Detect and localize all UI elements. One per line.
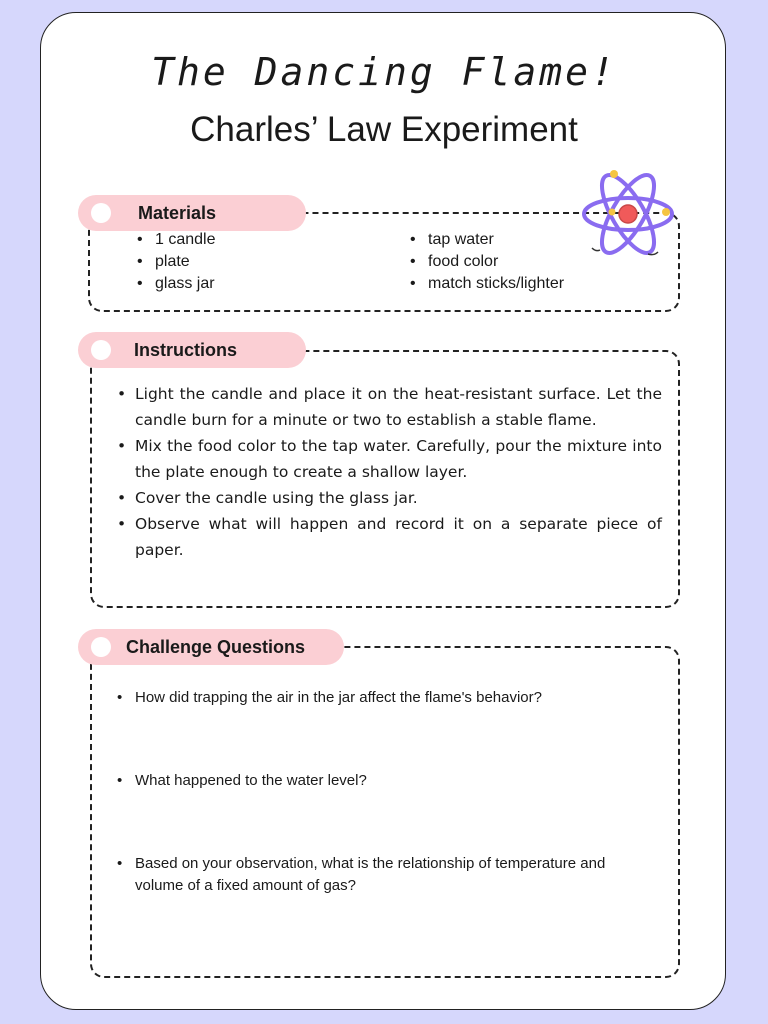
worksheet-subtitle: Charles’ Law Experiment [190,110,578,149]
instructions-header-label: Instructions [134,340,238,360]
materials-header [78,195,306,231]
list-item: • glass jar [137,273,216,295]
challenge-header-dot [91,637,111,657]
list-item: • match sticks/lighter [410,273,564,295]
challenge-question-1 [117,687,647,709]
materials-header-label: Materials [138,203,217,223]
list-item: • Observe what will happen and record it on a separate piece of paper. [117,511,662,563]
challenge-question-3 [117,853,647,897]
materials-list-left [137,229,216,295]
materials-list-right [410,229,564,295]
list-item: • Based on your observation, what is the relationship of temperature and volume of a fixed amount of gas? [117,853,647,897]
list-item: • Mix the food color to the tap water. Carefully, pour the mixture into the plate enough to create a shallow layer. [117,433,662,485]
list-item: • Light the candle and place it on the heat-resistant surface. Let the candle burn for a minute or two to establish a stable flame. [117,381,662,433]
list-item: • 1 candle [137,229,216,251]
materials-header-dot [91,203,111,223]
list-item: • Cover the candle using the glass jar. [117,485,662,511]
challenge-header-label: Challenge Questions [126,637,306,657]
list-item: • tap water [410,229,564,251]
challenge-header [78,629,344,665]
list-item: • What happened to the water level? [117,770,647,792]
list-item: • food color [410,251,564,273]
instructions-list [117,381,662,563]
instructions-header-dot [91,340,111,360]
list-item: • plate [137,251,216,273]
worksheet-title: The Dancing Flame! [151,50,617,94]
instructions-header [78,332,306,368]
atom-icon [578,160,678,265]
list-item: • How did trapping the air in the jar affect the flame's behavior? [117,687,647,709]
challenge-question-2 [117,770,647,792]
